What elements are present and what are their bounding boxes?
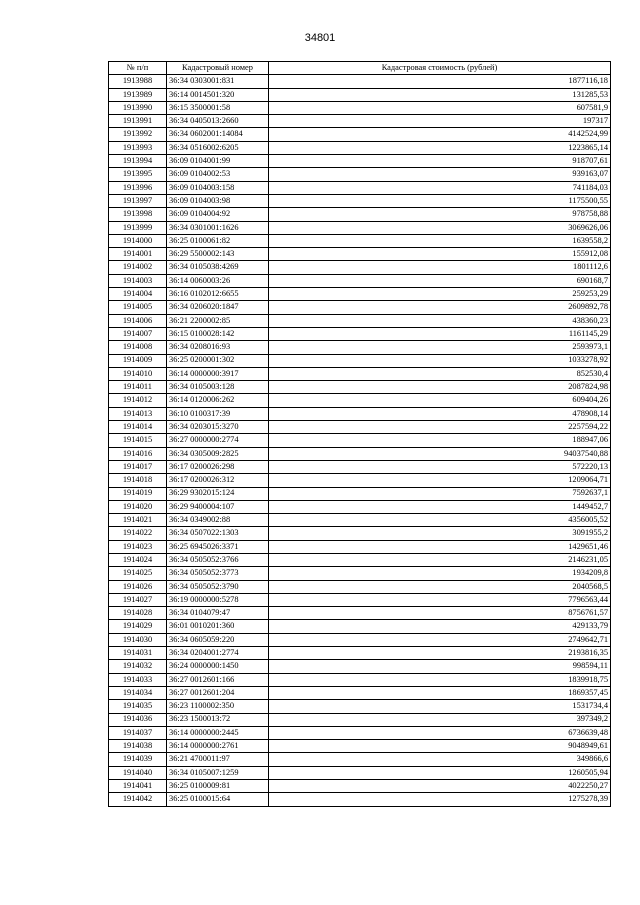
cadastral-value-cell: 978758,88 [269, 208, 611, 221]
cadastral-number-cell: 36:09 0104002:53 [167, 168, 269, 181]
table-row [109, 394, 611, 407]
table-row [109, 580, 611, 593]
table-row [109, 633, 611, 646]
cadastral-value-cell: 1877116,18 [269, 75, 611, 88]
table-row [109, 780, 611, 793]
cadastral-number-cell: 36:34 0505052:3790 [167, 580, 269, 593]
cadastral-number-cell: 36:34 0204001:2774 [167, 647, 269, 660]
row-index-cell: 1914004 [109, 288, 167, 301]
table-row [109, 261, 611, 274]
row-index-cell: 1914012 [109, 394, 167, 407]
cadastral-value-cell: 1260505,94 [269, 766, 611, 779]
cadastral-value-cell: 1449452,7 [269, 500, 611, 513]
row-index-cell: 1914040 [109, 766, 167, 779]
cadastral-number-cell: 36:09 0104004:92 [167, 208, 269, 221]
cadastral-number-cell: 36:27 0012601:204 [167, 686, 269, 699]
cadastral-number-cell: 36:09 0104001:99 [167, 155, 269, 168]
table-row [109, 686, 611, 699]
row-index-cell: 1914029 [109, 620, 167, 633]
row-index-cell: 1913989 [109, 88, 167, 101]
cadastral-number-cell: 36:34 0208016:93 [167, 341, 269, 354]
cadastral-value-table [108, 61, 611, 807]
row-index-cell: 1914022 [109, 527, 167, 540]
table-row [109, 194, 611, 207]
cadastral-number-cell: 36:29 5500002:143 [167, 248, 269, 261]
cadastral-number-cell: 36:34 0349002:88 [167, 514, 269, 527]
row-index-cell: 1914033 [109, 673, 167, 686]
cadastral-number-cell: 36:14 0060003:26 [167, 274, 269, 287]
table-row [109, 673, 611, 686]
column-header-index: № п/п [109, 62, 167, 75]
cadastral-value-cell: 7592637,1 [269, 487, 611, 500]
cadastral-value-cell: 1223865,14 [269, 141, 611, 154]
cadastral-number-cell: 36:34 0303001:831 [167, 75, 269, 88]
cadastral-value-cell: 690168,7 [269, 274, 611, 287]
table-row [109, 327, 611, 340]
table-row [109, 234, 611, 247]
table-row [109, 620, 611, 633]
cadastral-value-cell: 8756761,57 [269, 607, 611, 620]
row-index-cell: 1914030 [109, 633, 167, 646]
table-row [109, 553, 611, 566]
table-row [109, 793, 611, 806]
row-index-cell: 1914021 [109, 514, 167, 527]
cadastral-number-cell: 36:14 0000000:2761 [167, 740, 269, 753]
cadastral-value-cell: 2146231,05 [269, 553, 611, 566]
cadastral-number-cell: 36:25 0100061:82 [167, 234, 269, 247]
row-index-cell: 1914028 [109, 607, 167, 620]
cadastral-value-cell: 1033278,92 [269, 354, 611, 367]
table-row [109, 713, 611, 726]
row-index-cell: 1913999 [109, 221, 167, 234]
cadastral-value-cell: 397349,2 [269, 713, 611, 726]
row-index-cell: 1913991 [109, 115, 167, 128]
cadastral-value-cell: 2040568,5 [269, 580, 611, 593]
table-row [109, 354, 611, 367]
row-index-cell: 1914024 [109, 553, 167, 566]
cadastral-number-cell: 36:15 3500001:58 [167, 101, 269, 114]
cadastral-value-cell: 2609892,78 [269, 301, 611, 314]
table-row [109, 381, 611, 394]
cadastral-number-cell: 36:34 0301001:1626 [167, 221, 269, 234]
row-index-cell: 1914016 [109, 447, 167, 460]
cadastral-value-cell: 4356005,52 [269, 514, 611, 527]
row-index-cell: 1914014 [109, 421, 167, 434]
table-row [109, 447, 611, 460]
table-row [109, 75, 611, 88]
cadastral-value-cell: 852530,4 [269, 367, 611, 380]
cadastral-value-cell: 6736639,48 [269, 726, 611, 739]
cadastral-number-cell: 36:34 0105038:4269 [167, 261, 269, 274]
table-row [109, 487, 611, 500]
row-index-cell: 1914013 [109, 407, 167, 420]
cadastral-number-cell: 36:14 0000000:2445 [167, 726, 269, 739]
cadastral-value-cell: 1869357,45 [269, 686, 611, 699]
row-index-cell: 1914032 [109, 660, 167, 673]
cadastral-value-cell: 3069626,06 [269, 221, 611, 234]
row-index-cell: 1914009 [109, 354, 167, 367]
row-index-cell: 1914042 [109, 793, 167, 806]
row-index-cell: 1913997 [109, 194, 167, 207]
row-index-cell: 1914036 [109, 713, 167, 726]
table-row [109, 660, 611, 673]
table-row [109, 168, 611, 181]
row-index-cell: 1914019 [109, 487, 167, 500]
cadastral-value-cell: 1175500,55 [269, 194, 611, 207]
cadastral-number-cell: 36:34 0505052:3766 [167, 553, 269, 566]
cadastral-value-cell: 1429651,46 [269, 540, 611, 553]
cadastral-value-cell: 1275278,39 [269, 793, 611, 806]
cadastral-number-cell: 36:29 9400004:107 [167, 500, 269, 513]
cadastral-value-cell: 572220,13 [269, 460, 611, 473]
cadastral-number-cell: 36:14 0014501:320 [167, 88, 269, 101]
row-index-cell: 1914006 [109, 314, 167, 327]
row-index-cell: 1914005 [109, 301, 167, 314]
cadastral-number-cell: 36:09 0104003:98 [167, 194, 269, 207]
cadastral-number-cell: 36:34 0516002:6205 [167, 141, 269, 154]
table-row [109, 527, 611, 540]
table-row [109, 647, 611, 660]
row-index-cell: 1914000 [109, 234, 167, 247]
row-index-cell: 1914025 [109, 567, 167, 580]
row-index-cell: 1914041 [109, 780, 167, 793]
row-index-cell: 1914011 [109, 381, 167, 394]
cadastral-number-cell: 36:34 0203015:3270 [167, 421, 269, 434]
table-row [109, 248, 611, 261]
row-index-cell: 1914008 [109, 341, 167, 354]
cadastral-number-cell: 36:34 0405013:2660 [167, 115, 269, 128]
cadastral-value-cell: 1934209,8 [269, 567, 611, 580]
table-row [109, 434, 611, 447]
cadastral-value-cell: 1209064,71 [269, 474, 611, 487]
cadastral-number-cell: 36:25 0200001:302 [167, 354, 269, 367]
row-index-cell: 1914007 [109, 327, 167, 340]
cadastral-value-cell: 1801112,6 [269, 261, 611, 274]
row-index-cell: 1914017 [109, 460, 167, 473]
table-row [109, 740, 611, 753]
cadastral-value-cell: 438360,23 [269, 314, 611, 327]
table-row [109, 700, 611, 713]
cadastral-value-cell: 4022250,27 [269, 780, 611, 793]
row-index-cell: 1914023 [109, 540, 167, 553]
table-row [109, 753, 611, 766]
cadastral-number-cell: 36:27 0012601:166 [167, 673, 269, 686]
row-index-cell: 1914002 [109, 261, 167, 274]
cadastral-number-cell: 36:14 0120006:262 [167, 394, 269, 407]
cadastral-number-cell: 36:29 9302015:124 [167, 487, 269, 500]
table-header-row [109, 62, 611, 75]
cadastral-number-cell: 36:01 0010201:360 [167, 620, 269, 633]
table-row [109, 460, 611, 473]
table-row [109, 115, 611, 128]
cadastral-number-cell: 36:34 0105003:128 [167, 381, 269, 394]
table-row [109, 766, 611, 779]
cadastral-value-cell: 609404,26 [269, 394, 611, 407]
cadastral-value-cell: 939163,07 [269, 168, 611, 181]
cadastral-value-cell: 478908,14 [269, 407, 611, 420]
cadastral-value-cell: 259253,29 [269, 288, 611, 301]
cadastral-number-cell: 36:25 6945026:3371 [167, 540, 269, 553]
cadastral-value-cell: 918707,61 [269, 155, 611, 168]
row-index-cell: 1914020 [109, 500, 167, 513]
row-index-cell: 1913994 [109, 155, 167, 168]
cadastral-value-cell: 741184,03 [269, 181, 611, 194]
cadastral-number-cell: 36:15 0100028:142 [167, 327, 269, 340]
table-row [109, 155, 611, 168]
table-row [109, 407, 611, 420]
cadastral-value-cell: 1531734,4 [269, 700, 611, 713]
table-row [109, 141, 611, 154]
cadastral-value-cell: 2193816,35 [269, 647, 611, 660]
table-row [109, 607, 611, 620]
cadastral-value-cell: 188947,06 [269, 434, 611, 447]
cadastral-number-cell: 36:34 0104079:47 [167, 607, 269, 620]
cadastral-value-cell: 4142524,99 [269, 128, 611, 141]
cadastral-value-cell: 131285,53 [269, 88, 611, 101]
cadastral-value-cell: 1639558,2 [269, 234, 611, 247]
column-header-cadastral-value: Кадастровая стоимость (рублей) [269, 62, 611, 75]
cadastral-number-cell: 36:17 0200026:298 [167, 460, 269, 473]
row-index-cell: 1914003 [109, 274, 167, 287]
row-index-cell: 1914018 [109, 474, 167, 487]
row-index-cell: 1914015 [109, 434, 167, 447]
cadastral-value-cell: 155912,08 [269, 248, 611, 261]
table-row [109, 421, 611, 434]
table-row [109, 540, 611, 553]
table-row [109, 514, 611, 527]
row-index-cell: 1913996 [109, 181, 167, 194]
table-row [109, 221, 611, 234]
row-index-cell: 1914027 [109, 593, 167, 606]
table-row [109, 181, 611, 194]
table-row [109, 593, 611, 606]
cadastral-value-cell: 2749642,71 [269, 633, 611, 646]
table-row [109, 567, 611, 580]
cadastral-value-cell: 607581,9 [269, 101, 611, 114]
cadastral-value-cell: 1839918,75 [269, 673, 611, 686]
cadastral-number-cell: 36:16 0102012:6655 [167, 288, 269, 301]
cadastral-number-cell: 36:24 0000000:1450 [167, 660, 269, 673]
cadastral-value-cell: 349866,6 [269, 753, 611, 766]
table-row [109, 208, 611, 221]
cadastral-number-cell: 36:34 0206020:1847 [167, 301, 269, 314]
cadastral-number-cell: 36:21 4700011:97 [167, 753, 269, 766]
cadastral-number-cell: 36:10 0100317:39 [167, 407, 269, 420]
row-index-cell: 1914010 [109, 367, 167, 380]
table-row [109, 726, 611, 739]
cadastral-number-cell: 36:27 0000000:2774 [167, 434, 269, 447]
table-row [109, 341, 611, 354]
cadastral-number-cell: 36:25 0100009:81 [167, 780, 269, 793]
table-row [109, 274, 611, 287]
table-row [109, 301, 611, 314]
table-row [109, 314, 611, 327]
row-index-cell: 1914035 [109, 700, 167, 713]
row-index-cell: 1913995 [109, 168, 167, 181]
cadastral-number-cell: 36:34 0602001:14084 [167, 128, 269, 141]
cadastral-value-cell: 7796563,44 [269, 593, 611, 606]
cadastral-value-cell: 2257594,22 [269, 421, 611, 434]
cadastral-value-cell: 998594,11 [269, 660, 611, 673]
cadastral-number-cell: 36:34 0305009:2825 [167, 447, 269, 460]
table-body [109, 75, 611, 806]
column-header-cadastral-number: Кадастровый номер [167, 62, 269, 75]
row-index-cell: 1914034 [109, 686, 167, 699]
cadastral-value-cell: 1161145,29 [269, 327, 611, 340]
cadastral-number-cell: 36:34 0605059:220 [167, 633, 269, 646]
cadastral-number-cell: 36:25 0100015:64 [167, 793, 269, 806]
row-index-cell: 1914038 [109, 740, 167, 753]
cadastral-number-cell: 36:34 0507022:1303 [167, 527, 269, 540]
table-row [109, 128, 611, 141]
cadastral-number-cell: 36:09 0104003:158 [167, 181, 269, 194]
row-index-cell: 1914031 [109, 647, 167, 660]
row-index-cell: 1913993 [109, 141, 167, 154]
table-row [109, 500, 611, 513]
cadastral-number-cell: 36:23 1100002:350 [167, 700, 269, 713]
row-index-cell: 1914001 [109, 248, 167, 261]
row-index-cell: 1914026 [109, 580, 167, 593]
row-index-cell: 1914039 [109, 753, 167, 766]
table-row [109, 474, 611, 487]
cadastral-number-cell: 36:34 0105007:1259 [167, 766, 269, 779]
row-index-cell: 1913998 [109, 208, 167, 221]
cadastral-value-cell: 197317 [269, 115, 611, 128]
page-number: 34801 [304, 32, 336, 44]
cadastral-number-cell: 36:19 0000000:5278 [167, 593, 269, 606]
cadastral-number-cell: 36:21 2200002:85 [167, 314, 269, 327]
cadastral-value-cell: 2087824,98 [269, 381, 611, 394]
cadastral-number-cell: 36:14 0000000:3917 [167, 367, 269, 380]
cadastral-value-cell: 3091955,2 [269, 527, 611, 540]
table-row [109, 288, 611, 301]
cadastral-value-cell: 429133,79 [269, 620, 611, 633]
row-index-cell: 1913990 [109, 101, 167, 114]
cadastral-number-cell: 36:17 0200026:312 [167, 474, 269, 487]
cadastral-value-cell: 9048949,61 [269, 740, 611, 753]
cadastral-value-cell: 94037540,88 [269, 447, 611, 460]
cadastral-number-cell: 36:34 0505052:3773 [167, 567, 269, 580]
row-index-cell: 1914037 [109, 726, 167, 739]
row-index-cell: 1913988 [109, 75, 167, 88]
row-index-cell: 1913992 [109, 128, 167, 141]
table-row [109, 101, 611, 114]
cadastral-value-cell: 2593973,1 [269, 341, 611, 354]
cadastral-number-cell: 36:23 1500013:72 [167, 713, 269, 726]
table-row [109, 88, 611, 101]
table-row [109, 367, 611, 380]
